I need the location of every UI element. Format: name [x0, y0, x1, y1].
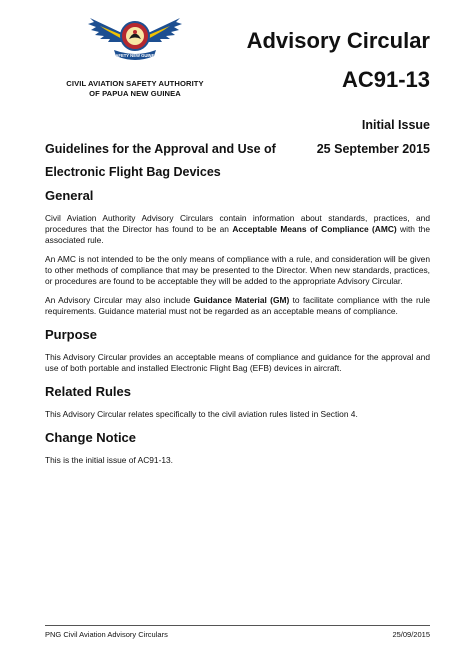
section-purpose: [45, 327, 430, 374]
section-heading: Change Notice: [45, 430, 137, 445]
paragraph: This Advisory Circular relates specifically to the civil aviation rules listed in Section 4.: [45, 409, 358, 419]
bold-term: Guidance Material (GM): [193, 295, 290, 305]
text-run: with the associated rule.: [45, 224, 430, 245]
footer-divider: [45, 625, 430, 626]
footer-date: 25/09/2015: [392, 630, 430, 639]
footer-series-name: PNG Civil Aviation Advisory Circulars: [45, 630, 168, 639]
text-run: Civil Aviation Authority Advisory Circulars contain information about standards, practices, and procedures that the Director has found to be an: [45, 213, 430, 234]
doc-id: AC91-13: [341, 67, 430, 92]
section-heading: Purpose: [45, 327, 98, 342]
paragraph: An AMC is not intended to be the only means of compliance with a rule, and consideration will be given to other methods of compliance that may be presented to the Director. When new standards, practices, or procedures are found to be acceptable they will be added to the appropriate Advisory Circular.: [45, 254, 430, 286]
doc-title-line-2: Electronic Flight Bag Devices: [45, 165, 221, 179]
section-general: [45, 188, 430, 317]
paragraph: [45, 295, 430, 317]
section-heading: Related Rules: [45, 384, 131, 399]
authority-line-2: OF PAPUA NEW GUINEA: [89, 88, 181, 98]
text-run: to facilitate compliance with the rule requirements. Guidance material must not be regarded as an acceptable means of compliance.: [45, 295, 430, 316]
document-body: [45, 188, 430, 476]
issue-status: Initial Issue: [361, 118, 430, 132]
section-heading: General: [45, 188, 94, 203]
logo-ribbon-text: SAFETY NEW GUINEA: [112, 53, 158, 58]
bold-term: Acceptable Means of Compliance (AMC): [232, 224, 397, 234]
authority-line-1: CIVIL AVIATION SAFETY AUTHORITY: [66, 79, 204, 88]
casa-png-logo-icon: [86, 12, 184, 76]
authority-name: [20, 79, 250, 98]
text-run: An Advisory Circular may also include: [45, 295, 194, 305]
section-related-rules: [45, 384, 430, 420]
section-change-notice: [45, 430, 430, 466]
paragraph: This Advisory Circular provides an acceptable means of compliance and guidance for the approval and use of both portable and installed Electronic Flight Bag (EFB) devices in aircraft.: [45, 352, 430, 373]
doc-title-line-1: Guidelines for the Approval and Use of: [45, 142, 276, 156]
paragraph: This is the initial issue of AC91-13.: [45, 455, 174, 465]
issue-date: 25 September 2015: [316, 142, 430, 156]
doc-type: Advisory Circular: [246, 28, 430, 53]
paragraph: [45, 213, 430, 246]
